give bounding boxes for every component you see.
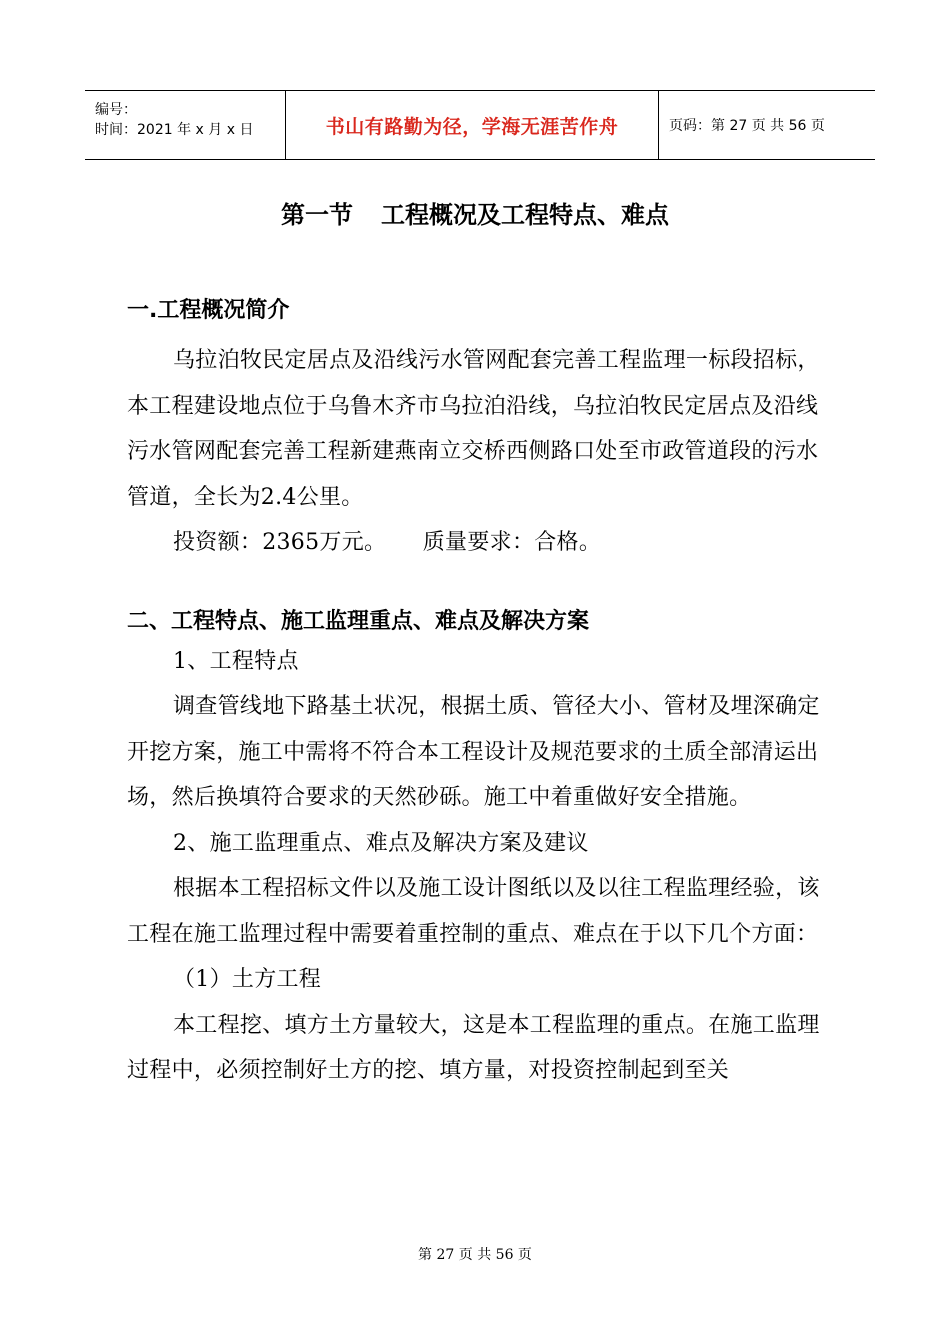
paragraph-overview: 乌拉泊牧民定居点及沿线污水管网配套完善工程监理一标段招标，本工程建设地点位于乌鲁木齐市乌拉泊沿线，乌拉泊牧民定居点及沿线污水管网配套完善工程新建燕南立交桥西侧路口处至市政管道段的污水管道，全长为2.4公里。 bbox=[127, 348, 820, 510]
section-name: 工程概况及工程特点、难点 bbox=[381, 201, 669, 229]
header-info-cell bbox=[85, 91, 286, 159]
subheading-key-points: 2、施工监理重点、难点及解决方案及建议 bbox=[173, 830, 589, 856]
subheading-earthwork: （1）土方工程 bbox=[173, 967, 322, 992]
paragraph-features: 调查管线地下路基土状况，根据土质、管径大小、管材及埋深确定开挖方案，施工中需将不符合本工程设计及规范要求的土质全部清运出场，然后换填符合要求的天然砂砾。施工中着重做好安全措施。 bbox=[127, 694, 820, 810]
paragraph-investment: 投资额：2365万元。 质量要求：合格。 bbox=[173, 530, 602, 555]
number-label: 编号： bbox=[95, 102, 137, 118]
page-footer: 第 27 页 共 56 页 bbox=[418, 1247, 532, 1263]
document-body bbox=[127, 296, 837, 1094]
paragraph-earthwork: 本工程挖、填方土方量较大，这是本工程监理的重点。在施工监理过程中，必须控制好土方的挖、填方量，对投资控制起到至关 bbox=[127, 1012, 820, 1083]
header-table bbox=[85, 90, 875, 160]
paragraph-key-points: 根据本工程招标文件以及施工设计图纸以及以往工程监理经验，该工程在施工监理过程中需要着重控制的重点、难点在于以下几个方面： bbox=[127, 876, 820, 947]
subheading-features: 1、工程特点 bbox=[173, 648, 299, 674]
heading-features: 二、工程特点、施工监理重点、难点及解决方案 bbox=[127, 608, 590, 634]
header-motto: 书山有路勤为径，学海无涯苦作舟 bbox=[286, 91, 659, 159]
time-label: 时间：2021 年 x 月 x 日 bbox=[95, 122, 254, 138]
heading-overview: 一.工程概况简介 bbox=[127, 298, 290, 323]
section-title bbox=[0, 195, 950, 230]
section-number: 第一节 bbox=[281, 201, 353, 229]
header-page-label: 页码：第 27 页 共 56 页 bbox=[669, 118, 825, 134]
